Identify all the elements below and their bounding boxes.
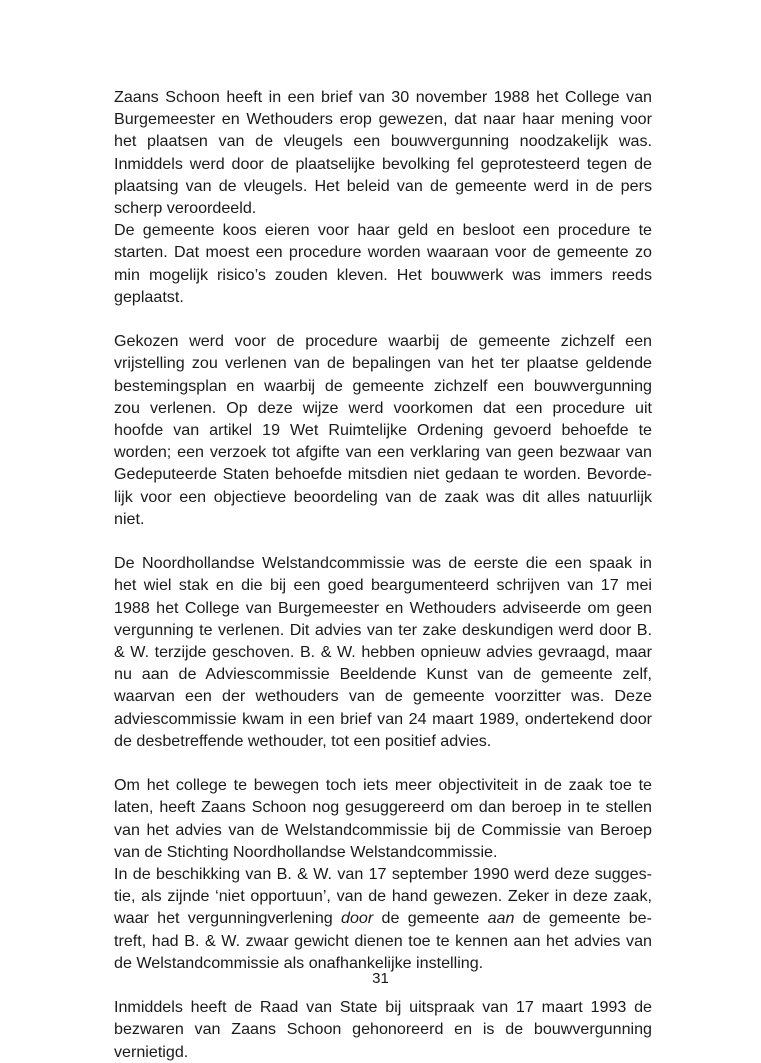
text-line: De gemeente koos eieren voor haar geld en besloot een procedure te [114, 221, 652, 240]
paragraph-beschikking [114, 863, 652, 974]
paragraph-vrijstelling [114, 330, 652, 530]
text-line: worden; een verzoek tot afgifte van een verklaring van geen bezwaar van [114, 443, 652, 462]
text-line: min mogelijk risico’s zouden kleven. Het bouwwerk was immers reeds [114, 265, 652, 284]
text-line: treft, had B. & W. zwaar gewicht dienen toe te kennen aan het advies van [114, 931, 652, 950]
text-line: 1988 het College van Burgemeester en Wethouders adviseerde om geen [114, 598, 652, 617]
document-body [114, 86, 652, 1063]
text-line: laten, heeft Zaans Schoon nog gesuggereerd om dan beroep in te stellen [114, 798, 652, 817]
text-line: tie, als zijnde ‘niet opportuun’, van de hand gewezen. Zeker in deze zaak, [114, 887, 652, 906]
text-line: bestemingsplan en waarbij de gemeente zichzelf een bouwvergunning [114, 376, 652, 395]
text-line: scherp veroordeeld. [114, 199, 257, 218]
text-line: van de Stichting Noordhollandse Welstandcommissie. [114, 842, 498, 861]
text-line: plaatsing van de vleugels. Het beleid van de gemeente werd in de pers [114, 176, 652, 195]
text-line: & W. terzijde geschoven. B. & W. hebben opnieuw advies gevraagd, maar [114, 643, 652, 662]
text-line: waarvan een der wethouders van de gemeente voorzitter was. Deze [114, 687, 652, 706]
text-line: de desbetreffende wethouder, tot een positief advies. [114, 731, 492, 750]
text-line: In de beschikking van B. & W. van 17 september 1990 werd deze sugges- [114, 865, 652, 884]
paragraph-raad-van-state [114, 996, 652, 1063]
text-line: vergunning te verlenen. Dit advies van ter zake deskundigen werd door B. [114, 620, 652, 639]
text-line: geplaatst. [114, 287, 184, 306]
paragraph-bouwvergunning-brief [114, 86, 652, 219]
paragraph-objectiviteit [114, 774, 652, 863]
text-line: vernietigd. [114, 1042, 189, 1061]
text-line: De Noordhollandse Welstandcommissie was de eerste die een spaak in [114, 554, 652, 573]
text-line: het plaatsen van de vleugels een bouwvergunning noodzakelijk was. [114, 132, 652, 151]
text-line: waar het vergunningverlening door de gemeente aan de gemeente be- [114, 909, 652, 928]
paragraph-welstandcommissie [114, 552, 652, 752]
text-line: vrijstelling zou verlenen van de bepalingen van het ter plaatse geldende [114, 354, 652, 373]
text-line: Inmiddels heeft de Raad van State bij uitspraak van 17 maart 1993 de [114, 998, 652, 1017]
text-line: het wiel stak en die bij een goed beargumenteerd schrijven van 17 mei [114, 576, 652, 595]
text-line: niet. [114, 509, 145, 528]
text-line: Om het college te bewegen toch iets meer objectiviteit in de zaak toe te [114, 776, 652, 795]
text-line: Zaans Schoon heeft in een brief van 30 november 1988 het College van [114, 88, 652, 106]
text-line: hoofde van artikel 19 Wet Ruimtelijke Ordening gevoerd behoefde te [114, 421, 652, 440]
text-line: de Welstandcommissie als onafhankelijke instelling. [114, 953, 484, 972]
text-line: nu aan de Adviescommissie Beeldende Kunst van de gemeente zelf, [114, 665, 652, 684]
text-line: van het advies van de Welstandcommissie bij de Commissie van Beroep [114, 820, 652, 839]
text-line: Gekozen werd voor de procedure waarbij de gemeente zichzelf een [114, 332, 652, 351]
text-line: starten. Dat moest een procedure worden waaraan voor de gemeente zo [114, 243, 652, 262]
text-line: Gedeputeerde Staten behoefde mitsdien niet gedaan te worden. Bevorde- [114, 465, 652, 484]
text-line: zou verlenen. Op deze wijze werd voorkomen dat een procedure uit [114, 398, 652, 417]
text-line: lijk voor een objectieve beoordeling van de zaak was dit alles natuurlijk [114, 487, 652, 506]
text-line: Inmiddels werd door de plaatselijke bevolking fel geprotesteerd tegen de [114, 154, 652, 173]
text-line: Burgemeester en Wethouders erop gewezen, dat naar haar mening voor [114, 110, 652, 129]
page-number: 31 [372, 970, 389, 987]
text-line: adviescommissie kwam in een brief van 24 maart 1989, ondertekend door [114, 709, 652, 728]
paragraph-procedure-starten [114, 219, 652, 308]
text-line: bezwaren van Zaans Schoon gehonoreerd en is de bouwvergunning [114, 1020, 652, 1039]
